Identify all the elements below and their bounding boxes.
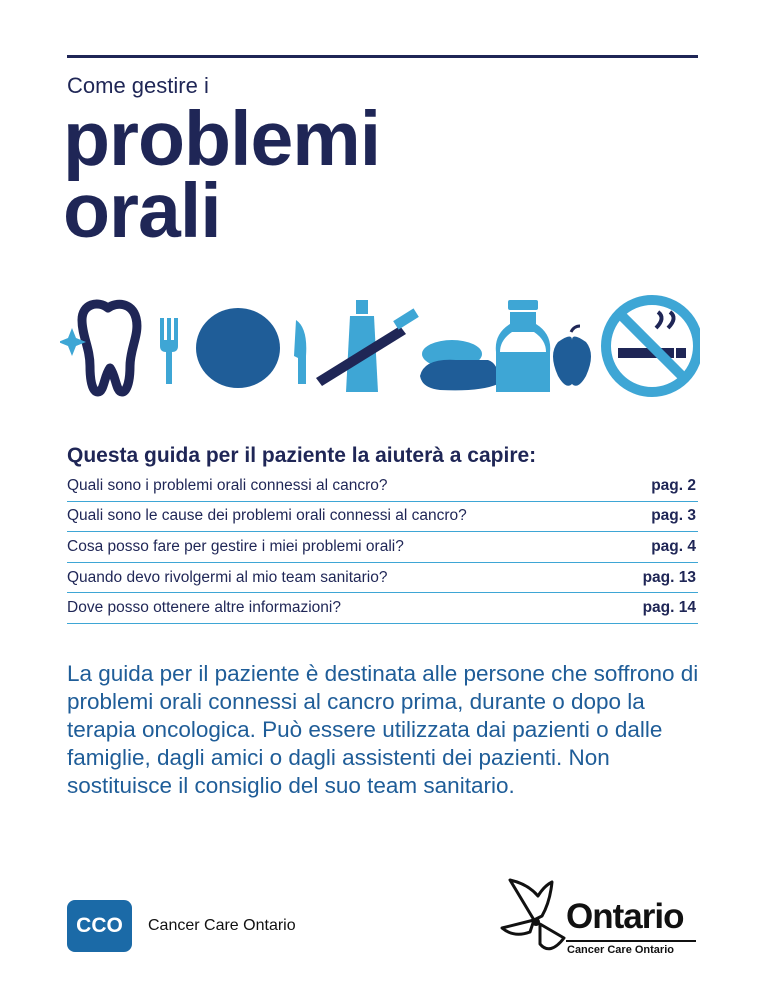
toc-page: pag. 2 [651,476,696,494]
no-smoking-icon [606,300,698,392]
toc-label: Quando devo rivolgermi al mio team sanitario? [67,568,388,586]
bread-icon [420,340,498,390]
icon-strip [60,292,700,402]
toc-page: pag. 14 [642,599,696,617]
toc-heading: Questa guida per il paziente la aiuterà a capire: [67,444,537,467]
knife-icon [294,320,306,384]
toc-row[interactable] [67,502,698,533]
toc-row[interactable] [67,532,698,563]
ontario-subtitle: Cancer Care Ontario [567,944,674,956]
toc-label: Quali sono i problemi orali connessi al cancro? [67,476,388,494]
toc-row[interactable] [67,563,698,594]
toc-label: Cosa posso fare per gestire i miei problemi orali? [67,537,404,555]
subtitle: Come gestire i [67,73,209,98]
table-of-contents [67,471,698,624]
plate-icon [196,308,280,388]
toc-row[interactable] [67,471,698,502]
cco-badge: CCO [67,900,132,952]
toc-row[interactable] [67,593,698,624]
toc-page: pag. 13 [642,568,696,586]
toc-page: pag. 3 [651,507,696,525]
description-paragraph: La guida per il paziente è destinata alle persone che soffrono di problemi orali connessi al cancro prima, durante o dopo la terapia oncologica. Può essere utilizzata dai pazienti o dalle famiglie, dagli amici o dagli assistenti dei pazienti. Non sostituisce il consiglio del suo team sanitario. [67,661,699,798]
apple-icon [553,326,591,386]
cco-logo [67,900,296,952]
toc-page: pag. 4 [651,537,696,555]
top-rule [67,55,698,58]
page-title [63,96,381,254]
title-line-2: orali [63,168,221,254]
toc-label: Dove posso ottenere altre informazioni? [67,599,341,617]
toc-label: Quali sono le cause dei problemi orali connessi al cancro? [67,507,467,525]
fork-icon [160,318,178,384]
tooth-icon [60,304,137,392]
ontario-rule [566,940,696,942]
title-line-1: problemi [63,96,381,182]
ontario-wordmark: Ontario [566,897,684,936]
cco-name: Cancer Care Ontario [148,917,296,934]
milk-bottle-icon [496,300,550,392]
